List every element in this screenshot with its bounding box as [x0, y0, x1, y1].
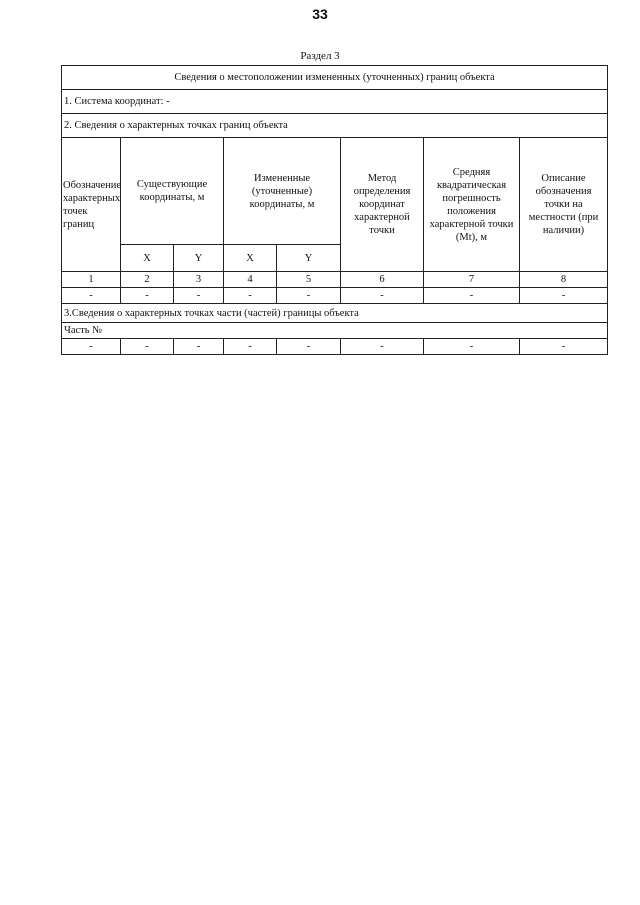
table-cell: -	[121, 339, 174, 355]
column-numbers-row	[62, 272, 608, 288]
table-row	[62, 288, 608, 304]
part-heading-row	[62, 304, 608, 323]
col-number: 4	[224, 272, 277, 288]
boundary-points-table	[61, 65, 608, 355]
table-row	[62, 339, 608, 355]
col-number: 8	[520, 272, 608, 288]
table-cell: -	[62, 339, 121, 355]
table-cell: -	[174, 288, 224, 304]
points-heading: 2. Сведения о характерных точках границ объекта	[62, 114, 608, 138]
table-cell: -	[174, 339, 224, 355]
table-cell: -	[520, 288, 608, 304]
col-number: 5	[277, 272, 341, 288]
header-changed-coords: Измененные (уточненные) координаты, м	[224, 138, 341, 245]
table-cell: -	[224, 339, 277, 355]
axis-x-changed: X	[224, 245, 277, 272]
col-number: 1	[62, 272, 121, 288]
header-description: Описание обозначения точки на местности (при наличии)	[520, 138, 608, 272]
col-number: 7	[424, 272, 520, 288]
table-cell: -	[121, 288, 174, 304]
section-label: Раздел 3	[300, 50, 340, 62]
table-cell: -	[224, 288, 277, 304]
table-title: Сведения о местоположении измененных (уточненных) границ объекта	[62, 66, 608, 90]
header-designation: Обозначение характерных точек границ	[62, 138, 121, 272]
axis-x-existing: X	[121, 245, 174, 272]
header-method: Метод определения координат характерной точки	[341, 138, 424, 272]
table-cell: -	[277, 339, 341, 355]
part-heading: 3.Сведения о характерных точках части (частей) границы объекта	[62, 304, 608, 323]
table-title-row	[62, 66, 608, 90]
points-heading-row	[62, 114, 608, 138]
coord-system: 1. Система координат: -	[62, 90, 608, 114]
part-label-row	[62, 323, 608, 339]
table-cell: -	[520, 339, 608, 355]
table-cell: -	[424, 288, 520, 304]
col-number: 3	[174, 272, 224, 288]
page-number: 33	[312, 6, 328, 22]
table-cell: -	[62, 288, 121, 304]
table-cell: -	[424, 339, 520, 355]
header-error: Средняя квадратическая погрешность положения характерной точки (Mt), м	[424, 138, 520, 272]
table-cell: -	[277, 288, 341, 304]
header-row	[62, 138, 608, 245]
axis-y-existing: Y	[174, 245, 224, 272]
header-existing-coords: Существующие координаты, м	[121, 138, 224, 245]
axis-y-changed: Y	[277, 245, 341, 272]
table-cell: -	[341, 288, 424, 304]
table-cell: -	[341, 339, 424, 355]
part-label: Часть №	[62, 323, 608, 339]
col-number: 2	[121, 272, 174, 288]
coord-system-row	[62, 90, 608, 114]
col-number: 6	[341, 272, 424, 288]
